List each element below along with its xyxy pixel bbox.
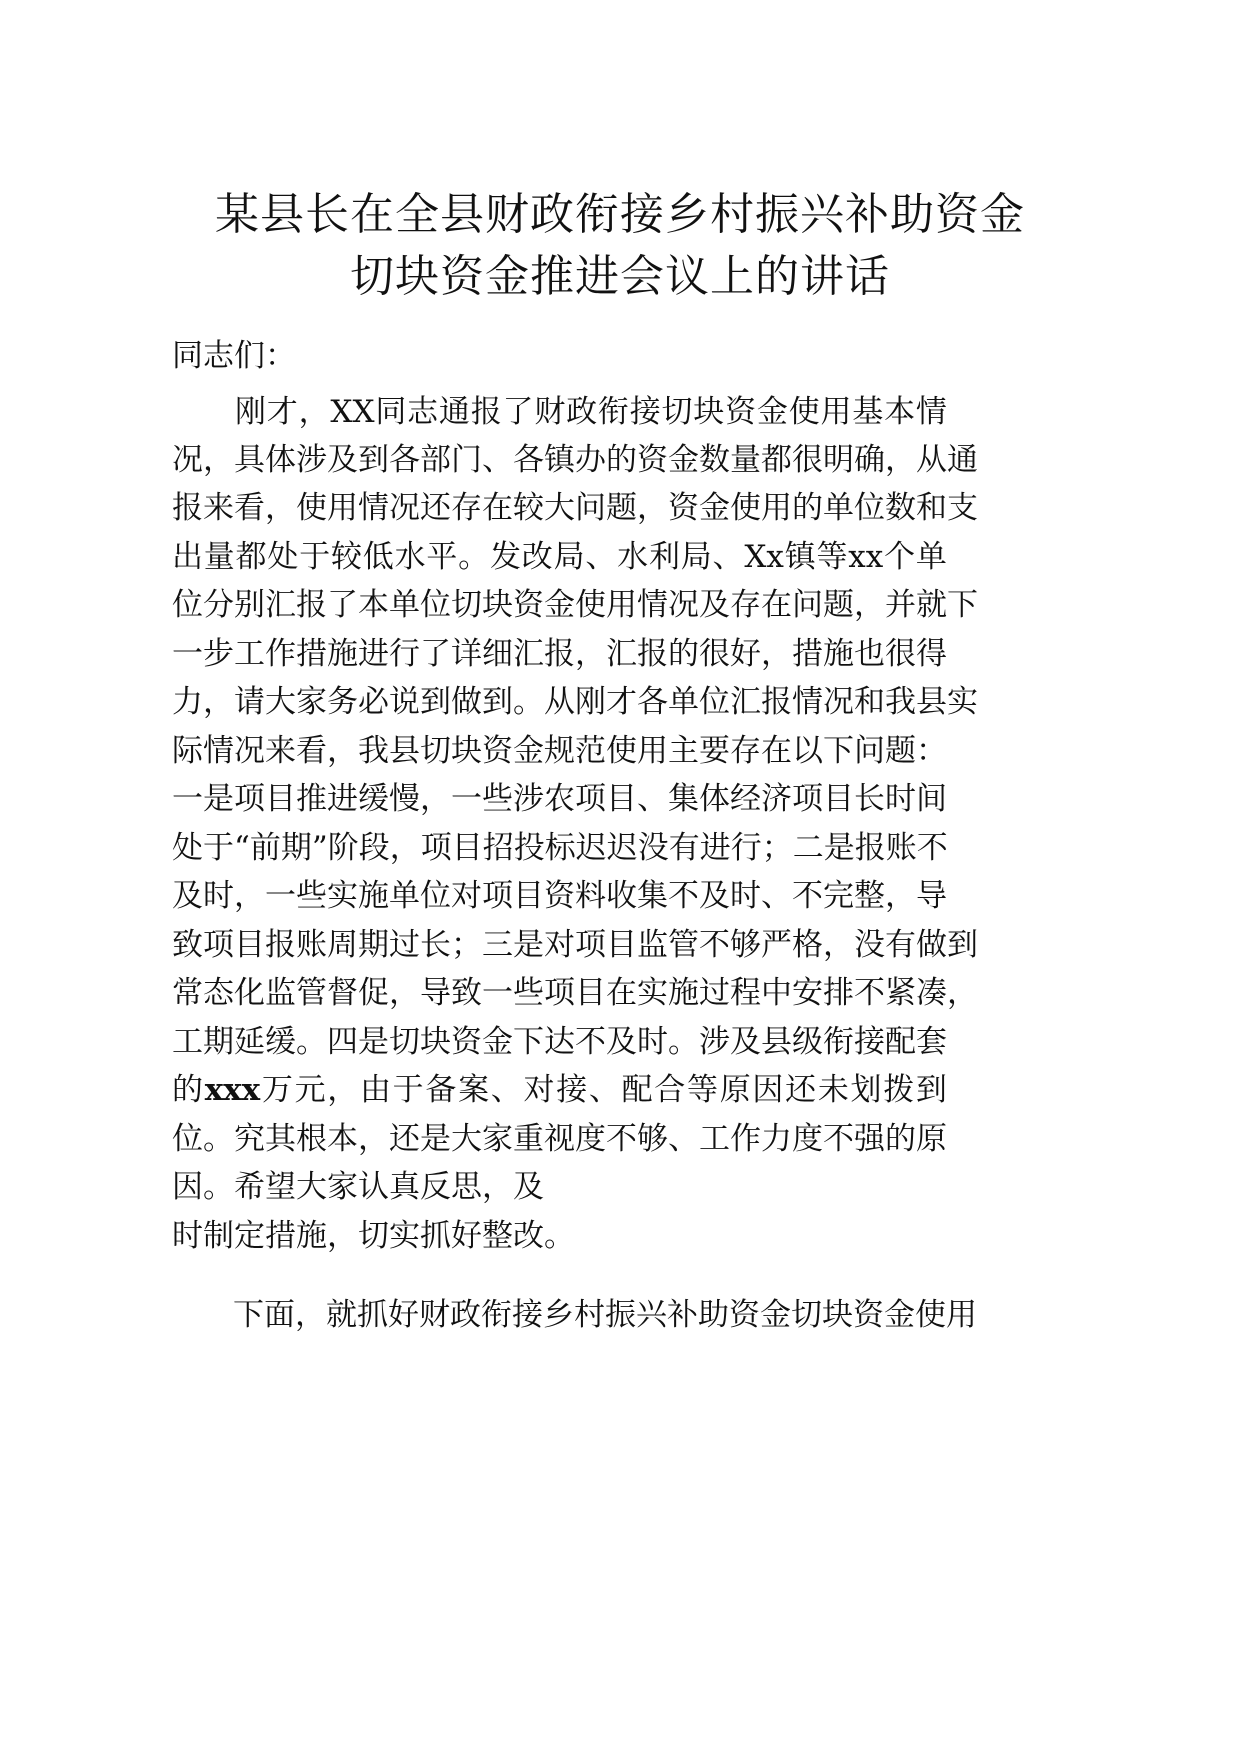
salutation: 同志们： bbox=[172, 338, 296, 374]
paragraph-1-line-6: 一 步 工 作 措 施 进 行 了 详 细 汇 报 ， 汇 报 的 很 好 ， 措 施 也 很 得 bbox=[172, 636, 947, 672]
paragraph-1-line-5: 位 分 别 汇 报 了 本 单 位 切 块 资 金 使 用 情 况 及 存 在 问 题 ， 并 就 下 bbox=[172, 587, 978, 623]
paragraph-1-line-3: 报 来 看 ， 使 用 情 况 还 存 在 较 大 问 题 ， 资 金 使 用 的 单 位 数 和 支 bbox=[172, 490, 978, 526]
paragraph-1-line-2: 况 ， 具 体 涉 及 到 各 部 门 、 各 镇 办 的 资 金 数 量 都 很 明 确 ， 从 通 bbox=[172, 442, 978, 478]
paragraph-1-line-14: 工 期 延 缓 。 四 是 切 块 资 金 下 达 不 及 时 。 涉 及 县 级 衔 接 配 套 bbox=[172, 1024, 947, 1060]
paragraph-1-line-17: 因。希望大家认真反思，及 bbox=[172, 1169, 544, 1205]
paragraph-1-line-8: 际 情 况 来 看 ， 我 县 切 块 资 金 规 范 使 用 主 要 存 在 以 下 问 题 ： bbox=[172, 733, 947, 769]
paragraph-1-line-13: 常 态 化 监 管 督 促 ， 导 致 一 些 项 目 在 实 施 过 程 中 安 排 不 紧 凑 ， bbox=[172, 975, 978, 1011]
paragraph-1-line-15: 的 xxx 万 元 ， 由 于 备 案 、 对 接 、 配 合 等 原 因 还 未 划 拨 到 bbox=[172, 1072, 947, 1108]
paragraph-1-line-18: 时制定措施，切实抓好整改。 bbox=[172, 1218, 575, 1254]
paragraph-2-line-1: 下面，就抓好财政衔接乡村振兴补助资金切块资金使用 bbox=[233, 1297, 977, 1333]
paragraph-1-line-11: 及 时 ， 一 些 实 施 单 位 对 项 目 资 料 收 集 不 及 时 、 不 完 整 ， 导 bbox=[172, 878, 947, 914]
paragraph-1-line-10: 处 于 “ 前 期 ” 阶 段 ， 项 目 招 投 标 迟 迟 没 有 进 行 ； 二 是 报 账 不 bbox=[172, 830, 948, 866]
paragraph-1-line-4: 出 量 都 处 于 较 低 水 平 。 发 改 局 、 水 利 局 、 Xx 镇 等 xx 个 单 bbox=[172, 539, 947, 575]
paragraph-1-line-9: 一 是 项 目 推 进 缓 慢 ， 一 些 涉 农 项 目 、 集 体 经 济 项 目 长 时 间 bbox=[172, 781, 947, 817]
paragraph-1-line-7: 力 ， 请 大 家 务 必 说 到 做 到 。 从 刚 才 各 单 位 汇 报 情 况 和 我 县 实 bbox=[172, 684, 978, 720]
document-title-line-2: 切块资金推进会议上的讲话 bbox=[350, 251, 890, 302]
paragraph-1-line-12: 致 项 目 报 账 周 期 过 长 ； 三 是 对 项 目 监 管 不 够 严 格 ， 没 有 做 到 bbox=[172, 927, 978, 963]
paragraph-1-line-16: 位 。 究 其 根 本 ， 还 是 大 家 重 视 度 不 够 、 工 作 力 度 不 强 的 原 bbox=[172, 1121, 947, 1157]
paragraph-1-line-1: 刚 才 ， XX 同 志 通 报 了 财 政 衔 接 切 块 资 金 使 用 基 本 情 bbox=[235, 394, 947, 430]
document-title-line-1: 某县长在全县财政衔接乡村振兴补助资金 bbox=[215, 189, 1025, 240]
